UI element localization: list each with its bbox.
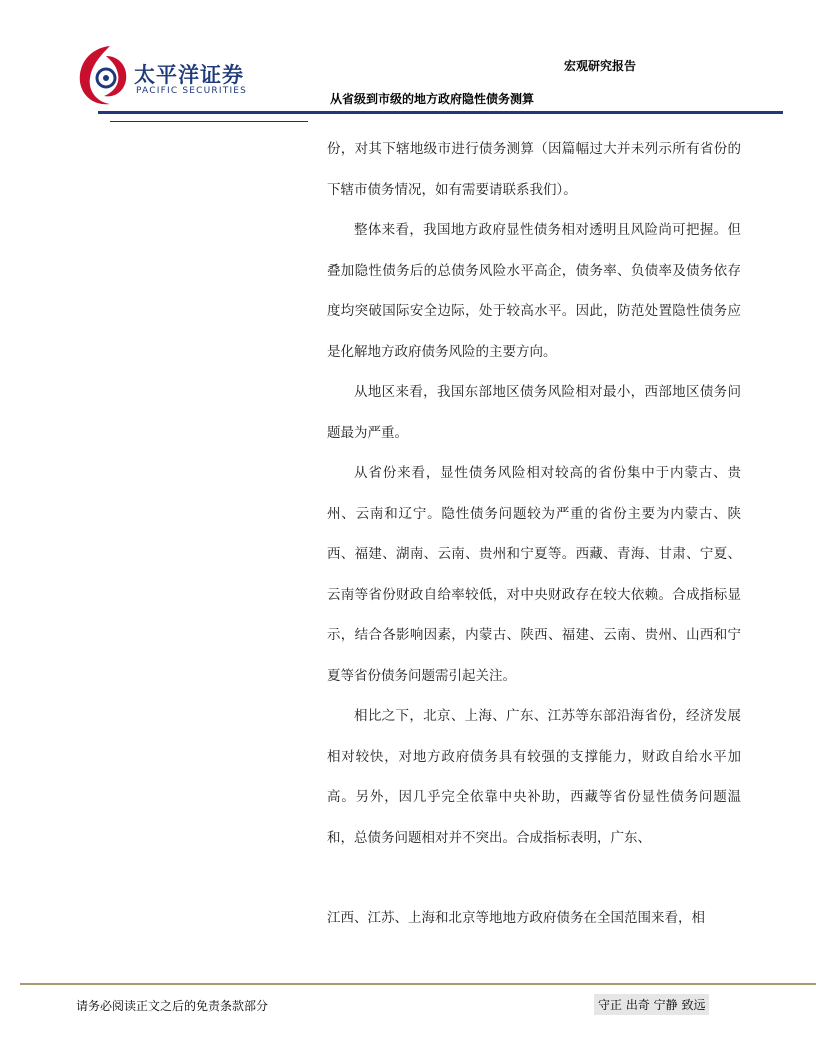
company-logo [76, 42, 246, 108]
paragraph: 江西、江苏、上海和北京等地地方政府债务在全国范围来看，相 [327, 910, 705, 926]
disclaimer-note: 请务必阅读正文之后的免责条款部分 [76, 999, 269, 1013]
company-motto: 守正 出奇 宁静 致远 [594, 994, 709, 1015]
paragraph: 从地区来看，我国东部地区债务风险相对最小，西部地区债务问题最为严重。 [327, 384, 741, 441]
body-text [327, 129, 741, 939]
paragraph: 相比之下，北京、上海、广东、江苏等东部沿海省份，经济发展相对较快，对地方政府债务具有较强的支撑能力，财政自给水平加高。另外，因几乎完全依靠中央补助，西藏等省份显性债务问题温和，总债务问题相对并不突出。合成指标表明，广东、 [327, 708, 741, 846]
paragraph: 从省份来看，显性债务风险相对较高的省份集中于内蒙古、贵州、云南和辽宁。隐性债务问题较为严重的省份主要为内蒙古、陕西、福建、湖南、云南、贵州和宁夏等。西藏、青海、甘肃、宁夏、云南等省份财政自给率较低，对中央财政存在较大依赖。合成指标显示，结合各影响因素，内蒙古、陕西、福建、云南、贵州、山西和宁夏等省份债务问题需引起关注。 [327, 465, 741, 684]
sidebar-divider [110, 121, 308, 122]
paragraph: 份，对其下辖地级市进行债务测算（因篇幅过大并未列示所有省份的下辖市债务情况，如有需要请联系我们）。 [327, 141, 741, 198]
paragraph: 整体来看，我国地方政府显性债务相对透明且风险尚可把握。但叠加隐性债务后的总债务风险水平高企，债务率、负债率及债务依存度均突破国际安全边际，处于较高水平。因此，防范处置隐性债务应是化解地方政府债务风险的主要方向。 [327, 222, 741, 360]
report-title: 从省级到市级的地方政府隐性债务测算 [330, 92, 535, 106]
logo-name-en: PACIFIC SECURITIES [136, 86, 248, 96]
logo-name-cn: 太平洋证券 [134, 63, 244, 87]
header-divider [98, 111, 783, 114]
footer-divider [20, 983, 816, 985]
pacific-securities-logo-icon [76, 42, 136, 108]
report-type: 宏观研究报告 [563, 59, 636, 73]
